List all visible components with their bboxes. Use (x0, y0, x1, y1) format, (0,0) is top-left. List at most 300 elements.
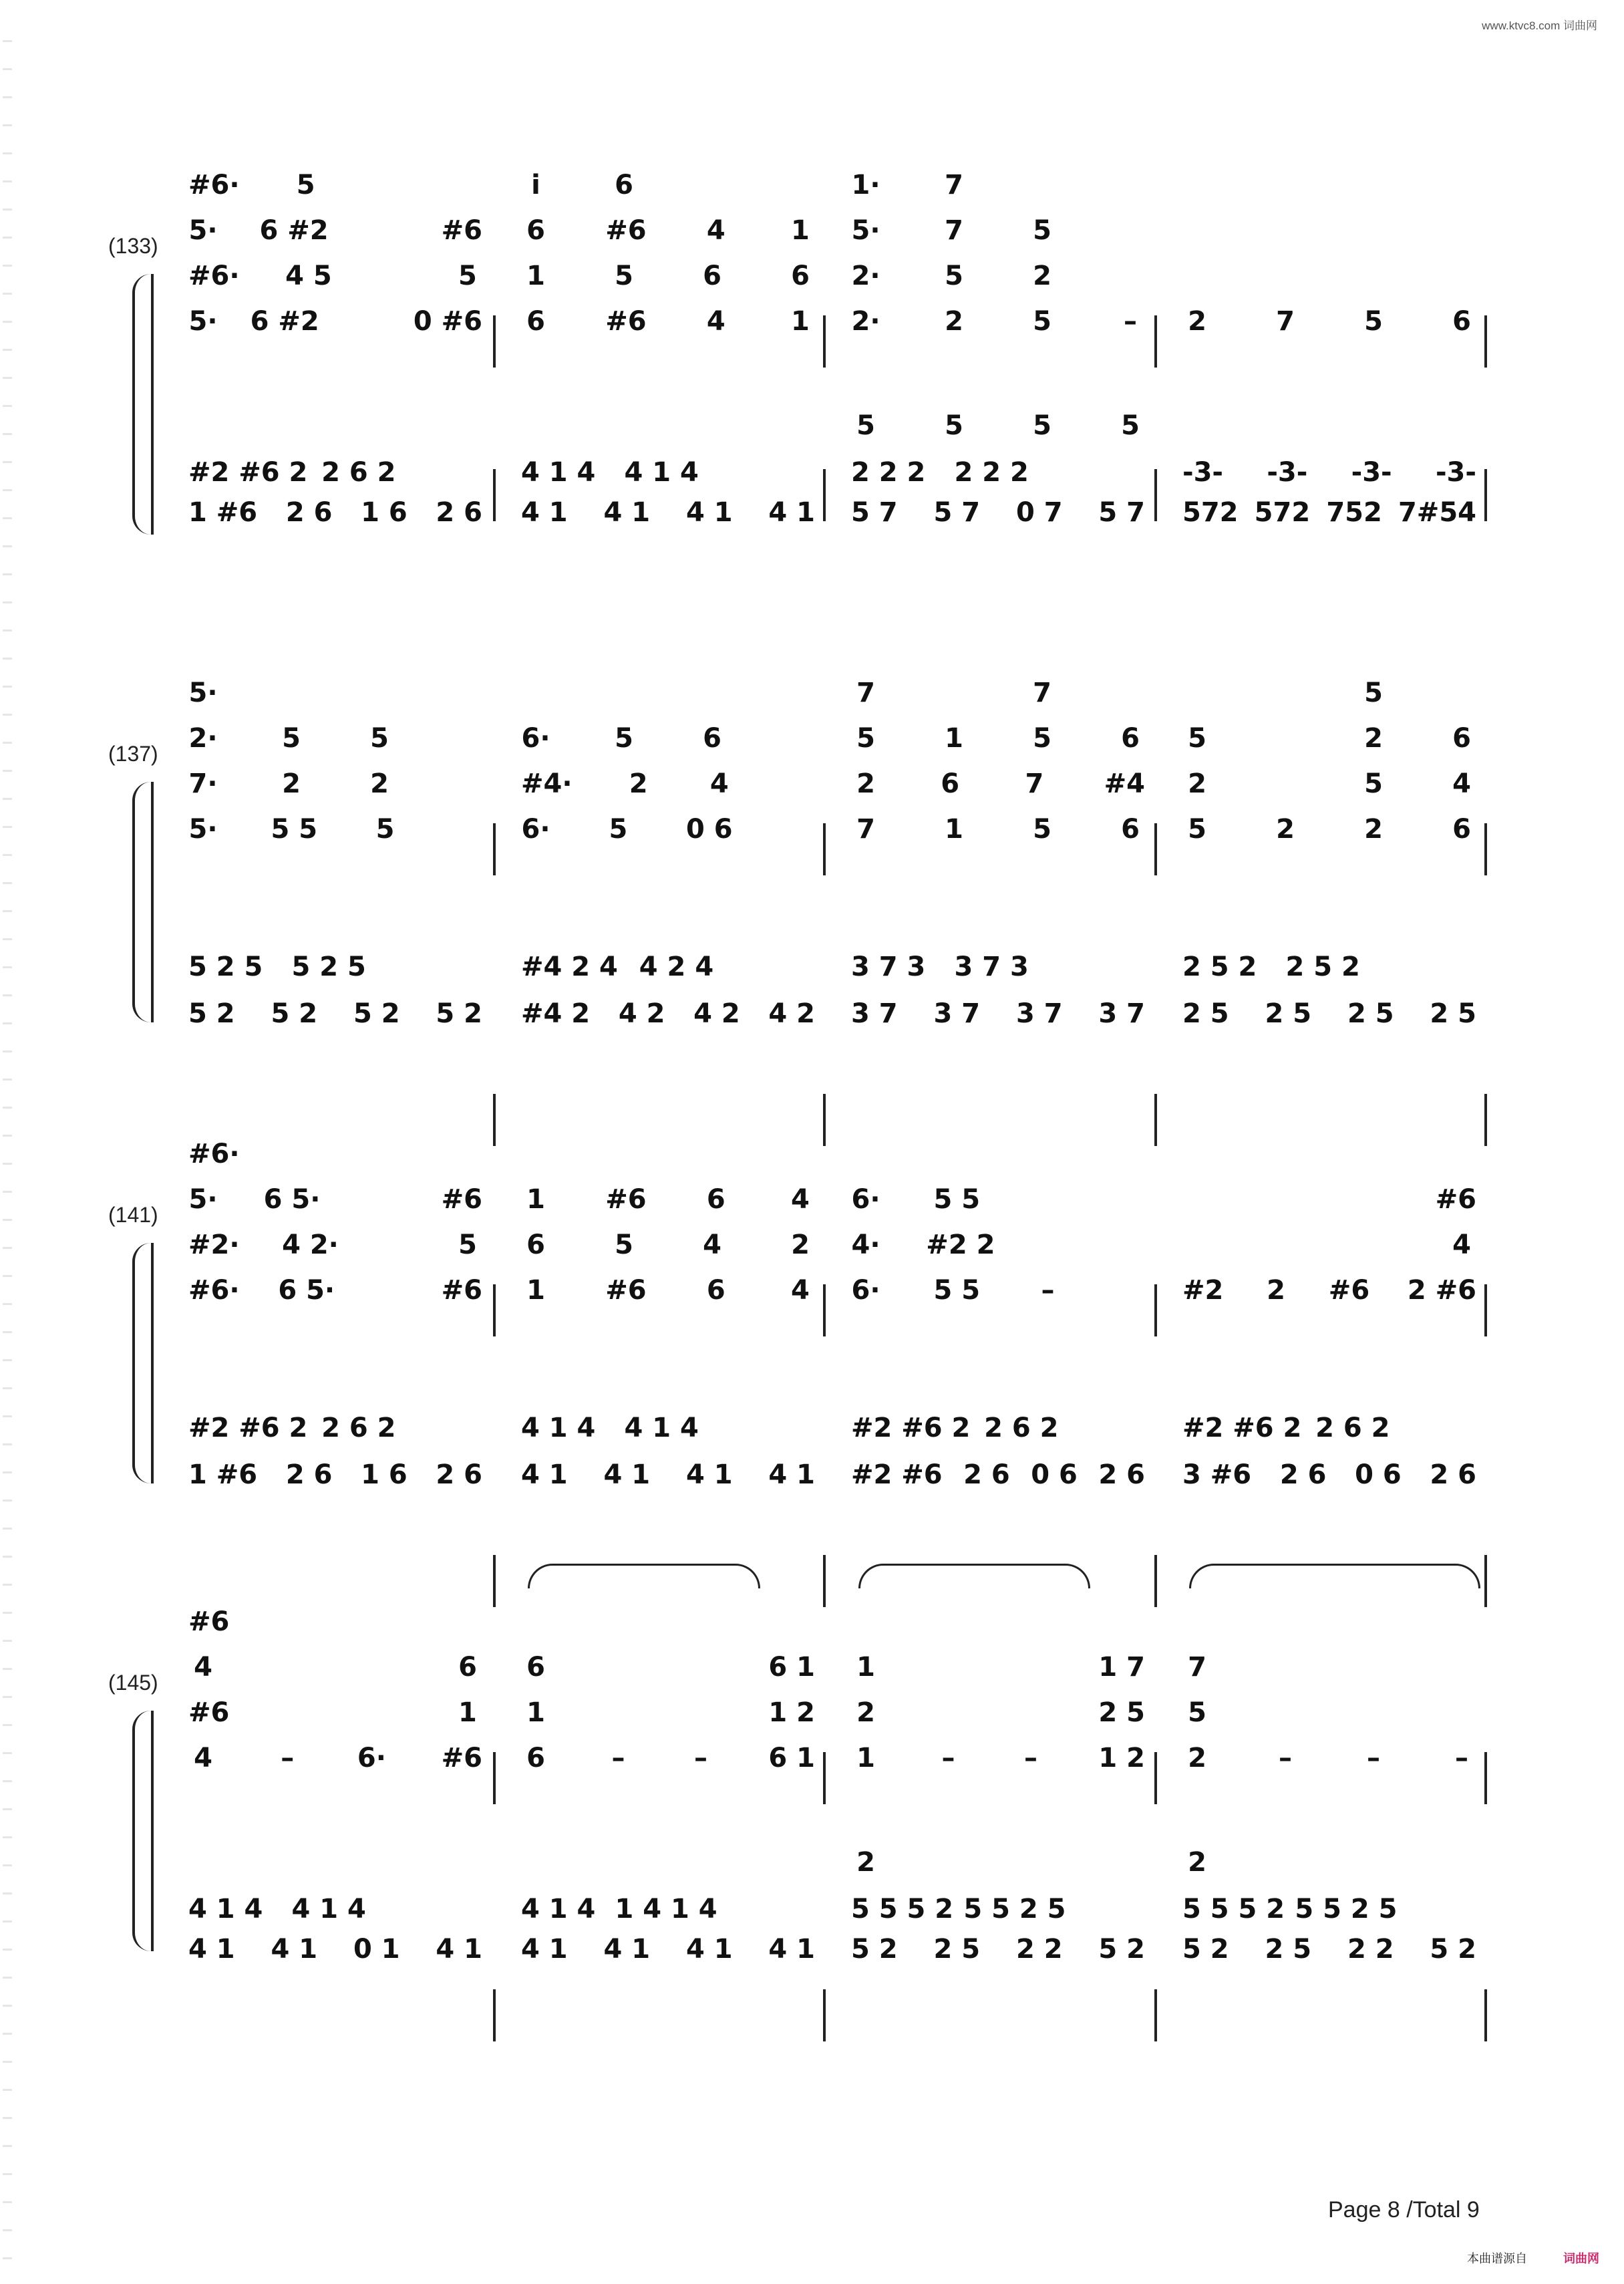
left-hand-row (188, 454, 482, 490)
bar-line (493, 823, 496, 875)
margin-watermark (3, 658, 12, 660)
note: 2 6 2 (321, 457, 396, 488)
left-hand-row (851, 408, 1145, 444)
left-hand-row (851, 1410, 1145, 1446)
note: 5 2 (1430, 1934, 1476, 1965)
left-hand-row (851, 1844, 1145, 1880)
left-hand-row (851, 454, 1145, 490)
note: 5 2 (436, 998, 482, 1029)
note: 7 (856, 678, 875, 708)
note: 1 (526, 1275, 545, 1306)
note: 4 1 4 (521, 1894, 596, 1924)
right-hand-row (1182, 675, 1476, 711)
note: 4 (706, 215, 725, 246)
note: -3- (1182, 457, 1224, 488)
right-hand-row (521, 811, 815, 847)
note: #4 2 (521, 998, 591, 1029)
note: 2 6 (285, 497, 333, 528)
note: 6 (941, 768, 960, 799)
note: 5 (1033, 410, 1051, 441)
note: 2 6 (285, 1459, 333, 1490)
note: 6 #2 (259, 215, 329, 246)
bar-line (823, 1752, 826, 1804)
note: #6 (441, 1184, 482, 1215)
right-hand-row (851, 1695, 1145, 1731)
right-hand-row (1182, 1136, 1476, 1172)
note: 4 (709, 768, 729, 799)
bar-line (823, 315, 826, 368)
note: 6· (851, 1184, 880, 1215)
left-hand-row (188, 996, 482, 1032)
note: 1 (945, 723, 963, 754)
note: 5 5 (933, 1275, 981, 1306)
bar-line (493, 1752, 496, 1804)
note: 4 2 4 (639, 952, 714, 982)
bar-line (1154, 469, 1157, 521)
left-hand-row (188, 1891, 482, 1927)
margin-watermark (3, 2201, 12, 2203)
right-hand-row (188, 720, 482, 756)
note: 5 5 (271, 814, 318, 845)
note: 5· (188, 678, 218, 708)
note: 5 (1364, 678, 1383, 708)
right-hand-row (851, 1136, 1145, 1172)
right-hand-row (521, 1695, 815, 1731)
note: 2 5 2 (1182, 952, 1257, 982)
note: 2 (945, 306, 963, 337)
right-hand-row (521, 675, 815, 711)
left-hand-row (1182, 1457, 1476, 1493)
left-hand-row (1182, 1410, 1476, 1446)
margin-watermark (3, 2145, 12, 2147)
note: 1 6 (361, 1459, 408, 1490)
left-hand-row (521, 1891, 815, 1927)
note: 572 (1254, 497, 1311, 528)
note: 2 5 2 (1285, 952, 1360, 982)
note: #6 (1328, 1275, 1370, 1306)
note: 4 1 (685, 497, 733, 528)
note: #6 (605, 1275, 647, 1306)
note: 5 (1188, 723, 1206, 754)
tie-slur (858, 1564, 1090, 1588)
note: #4 (1104, 768, 1145, 799)
left-hand-row (851, 1931, 1145, 1967)
bar-line (1154, 1752, 1157, 1804)
note: 1 (791, 215, 810, 246)
margin-watermark (3, 2117, 12, 2119)
note: 4 1 (768, 497, 815, 528)
note: 0 1 (353, 1934, 400, 1965)
note: 2 6 (963, 1459, 1010, 1490)
note: 2 (1033, 261, 1051, 291)
note: #2 2 (926, 1230, 995, 1260)
margin-watermark (3, 2229, 12, 2231)
left-hand-row (188, 1410, 482, 1446)
right-hand-row (188, 303, 482, 339)
note: – (1367, 1743, 1380, 1773)
right-hand-row (1182, 1695, 1476, 1731)
right-hand-row (1182, 212, 1476, 249)
right-hand-row (188, 1136, 482, 1172)
note: 5 (1364, 768, 1383, 799)
left-hand-row (851, 949, 1145, 985)
note: 5 (296, 170, 315, 200)
note: 4 1 (521, 497, 568, 528)
right-hand-row (521, 167, 815, 203)
right-hand-row (188, 1649, 482, 1685)
note: 4 1 (521, 1934, 568, 1965)
note: 2 5 (1182, 998, 1229, 1029)
right-hand-row (188, 675, 482, 711)
tie-slur (528, 1564, 760, 1588)
right-hand-row (1182, 766, 1476, 802)
note: #6 (441, 1275, 482, 1306)
note: 5 2 (851, 1934, 898, 1965)
left-hand-row (521, 1844, 815, 1880)
note: 3 7 (851, 998, 898, 1029)
footer-brand: 本曲谱源自 (1467, 2252, 1527, 2265)
left-hand-row (1182, 949, 1476, 985)
right-hand-row (851, 212, 1145, 249)
right-hand-row (521, 1181, 815, 1218)
note: 5 2 (1182, 1934, 1229, 1965)
note: 2· (188, 723, 218, 754)
note: 4 2· (282, 1230, 339, 1260)
note: 6 (703, 261, 721, 291)
note: 1 (526, 261, 545, 291)
right-hand-row (521, 1136, 815, 1172)
right-hand-row (521, 1649, 815, 1685)
bar-line (1484, 1284, 1487, 1336)
note: 2 5 (933, 1934, 981, 1965)
right-hand-row (851, 167, 1145, 203)
note: 2 6 (1430, 1459, 1476, 1490)
note: 4 (791, 1184, 810, 1215)
right-hand-row (1182, 720, 1476, 756)
note: 6· (521, 723, 550, 754)
note: 6 #2 (250, 306, 319, 337)
measure-number: (141) (108, 1203, 158, 1227)
note: 2 (370, 768, 389, 799)
note: 1 #6 (188, 497, 258, 528)
note: 2 (282, 768, 301, 799)
note: 2 2 (1347, 1934, 1394, 1965)
note: 1 7 (1098, 1652, 1145, 1683)
note: 5 2 (271, 998, 318, 1029)
score-system (0, 1590, 1624, 2085)
bar-line (493, 315, 496, 368)
note: #6· (188, 261, 240, 291)
note: 6 (703, 723, 721, 754)
margin-watermark (3, 40, 12, 42)
left-hand-row (521, 454, 815, 490)
note: 6 (458, 1652, 477, 1683)
right-hand-row (851, 1181, 1145, 1218)
note: 5 (1188, 814, 1206, 845)
note: 2 (629, 768, 648, 799)
note: 4 1 (436, 1934, 482, 1965)
note: – (281, 1743, 295, 1773)
note: 7 (945, 215, 963, 246)
note: 5· (188, 306, 218, 337)
note: 572 (1182, 497, 1239, 528)
note: 2 5 (1265, 998, 1312, 1029)
note: 5 7 (933, 497, 981, 528)
note: 3 7 3 (851, 952, 926, 982)
note: #6 (188, 1697, 230, 1728)
right-hand-row (851, 1272, 1145, 1308)
right-hand-row (188, 1227, 482, 1263)
note: 4 (706, 306, 725, 337)
note: 6 5· (278, 1275, 335, 1306)
note: 5 (282, 723, 301, 754)
note: 2· (851, 306, 880, 337)
left-hand-row (851, 1891, 1145, 1927)
note: 2 #6 (1407, 1275, 1476, 1306)
right-hand-row (188, 1695, 482, 1731)
note: i (531, 170, 540, 200)
note: 1 4 1 4 (615, 1894, 717, 1924)
note: #2 (1182, 1275, 1224, 1306)
system-line (151, 1243, 154, 1483)
note: 1· (851, 170, 880, 200)
site-url: www.ktvc8.com 词曲网 (1482, 19, 1597, 32)
left-hand-row (521, 408, 815, 444)
note: 5 5 (933, 1184, 981, 1215)
note: 2 (1276, 814, 1295, 845)
footer-logo: 词曲网 (1563, 2252, 1599, 2265)
right-hand-row (1182, 1181, 1476, 1218)
left-hand-row (1182, 1931, 1476, 1967)
note: #6· (188, 1275, 240, 1306)
right-hand-row (521, 303, 815, 339)
note: 6 (1121, 814, 1140, 845)
note: 2 6 (436, 1459, 482, 1490)
note: 5 (1033, 215, 1051, 246)
note: – (693, 1743, 707, 1773)
right-hand-row (521, 1740, 815, 1776)
note: 6 (526, 215, 545, 246)
left-hand-row (188, 1931, 482, 1967)
note: 0 6 (685, 814, 733, 845)
note: 4 1 4 (291, 1894, 366, 1924)
note: #6 (441, 215, 482, 246)
right-hand-row (851, 1227, 1145, 1263)
note: 6 (1452, 723, 1471, 754)
left-hand-row (521, 996, 815, 1032)
right-hand-row (1182, 167, 1476, 203)
note: 5 (1033, 306, 1051, 337)
left-hand-row (521, 949, 815, 985)
right-hand-row (188, 167, 482, 203)
note: 1 6 (361, 497, 408, 528)
right-hand-row (521, 720, 815, 756)
note: 5 5 5 2 (851, 1894, 954, 1924)
note: -3- (1435, 457, 1476, 488)
left-hand-row (1182, 454, 1476, 490)
margin-watermark (3, 124, 12, 126)
measure-number: (137) (108, 742, 158, 766)
note: 3 7 (1098, 998, 1145, 1029)
note: 2 2 2 (954, 457, 1029, 488)
note: 6 (615, 170, 633, 200)
note: 3 #6 (1182, 1459, 1252, 1490)
note: 5 (856, 410, 875, 441)
bar-line (823, 823, 826, 875)
note: 4 (791, 1275, 810, 1306)
note: 2 (1188, 1743, 1206, 1773)
right-hand-row (851, 720, 1145, 756)
note: 5· (188, 215, 218, 246)
right-hand-row (188, 811, 482, 847)
note: 2 (856, 1697, 875, 1728)
note: 5 5 5 2 (1182, 1894, 1285, 1924)
note: – (1041, 1275, 1055, 1306)
note: 6 (526, 1743, 545, 1773)
left-hand-row (521, 1410, 815, 1446)
bar-line (823, 1284, 826, 1336)
note: 4 1 (603, 1934, 651, 1965)
note: 2 6 2 (984, 1413, 1059, 1443)
note: 1 (526, 1697, 545, 1728)
note: 7· (188, 768, 218, 799)
note: 5 (1121, 410, 1140, 441)
measure-number: (145) (108, 1671, 158, 1695)
left-hand-row (188, 494, 482, 531)
note: 5· (188, 814, 218, 845)
note: 4 (194, 1743, 212, 1773)
score-system (0, 662, 1624, 1156)
right-hand-row (851, 811, 1145, 847)
note: 2 2 (1015, 1934, 1063, 1965)
note: 5 2 (353, 998, 400, 1029)
left-hand-row (851, 1457, 1145, 1493)
note: 6 (526, 306, 545, 337)
bar-line (823, 469, 826, 521)
note: 4 2 (693, 998, 740, 1029)
note: 2· (851, 261, 880, 291)
note: 5 (615, 1230, 633, 1260)
note: 5· (188, 1184, 218, 1215)
note: 5 (458, 1230, 477, 1260)
note: 4 2 (768, 998, 815, 1029)
note: – (941, 1743, 955, 1773)
margin-watermark (3, 96, 12, 98)
note: 5 (609, 814, 628, 845)
note: 2 6 (1098, 1459, 1145, 1490)
note: 5 (370, 723, 389, 754)
page-number: Page 8 /Total 9 (1328, 2197, 1480, 2223)
bar-line (493, 1284, 496, 1336)
note: -3- (1267, 457, 1308, 488)
note: 4 1 (768, 1459, 815, 1490)
right-hand-row (521, 258, 815, 294)
note: #6 (605, 215, 647, 246)
note: 6 5· (263, 1184, 321, 1215)
note: 6· (851, 1275, 880, 1306)
bar-line (1484, 1752, 1487, 1804)
note: #2 #6 (851, 1459, 943, 1490)
note: 6 (1452, 814, 1471, 845)
note: 2 (1188, 306, 1206, 337)
left-hand-row (1182, 494, 1476, 531)
note: 2 6 (1279, 1459, 1327, 1490)
note: 4 1 (685, 1934, 733, 1965)
right-hand-row (188, 212, 482, 249)
note: 2 (1188, 768, 1206, 799)
note: 2 6 2 (1315, 1413, 1390, 1443)
bar-line (1484, 823, 1487, 875)
margin-watermark (3, 2173, 12, 2175)
note: – (1279, 1743, 1292, 1773)
note: 6 (526, 1230, 545, 1260)
bar-line (493, 1989, 496, 2041)
left-hand-row (851, 996, 1145, 1032)
left-hand-row (188, 1457, 482, 1493)
bar-line (1484, 1989, 1487, 2041)
note: 5 (1188, 1697, 1206, 1728)
note: 2 (1267, 1275, 1285, 1306)
right-hand-row (851, 766, 1145, 802)
right-hand-row (188, 766, 482, 802)
note: 2 (856, 1847, 875, 1878)
note: 4 1 (768, 1934, 815, 1965)
note: 1 #6 (188, 1459, 258, 1490)
note: 4· (851, 1230, 880, 1260)
tie-slur (1189, 1564, 1480, 1588)
note: 6· (357, 1743, 386, 1773)
note: 7#54 (1398, 497, 1476, 528)
bar-line (493, 469, 496, 521)
note: #4· (521, 768, 573, 799)
note: #2 #6 2 (188, 457, 308, 488)
note: 4 1 4 (624, 1413, 699, 1443)
note: 5 (1033, 723, 1051, 754)
right-hand-row (521, 1604, 815, 1640)
right-hand-row (851, 1649, 1145, 1685)
note: 0 6 (1355, 1459, 1402, 1490)
note: 6 (791, 261, 810, 291)
note: 752 (1326, 497, 1382, 528)
right-hand-row (521, 1227, 815, 1263)
note: 6· (521, 814, 550, 845)
note: 2 6 2 (321, 1413, 396, 1443)
note: 4 1 (603, 1459, 651, 1490)
note: 7 (945, 170, 963, 200)
right-hand-row (851, 675, 1145, 711)
right-hand-row (188, 1272, 482, 1308)
system-line (151, 274, 154, 535)
note: 0 7 (1015, 497, 1063, 528)
right-hand-row (1182, 1649, 1476, 1685)
note: 0 6 (1031, 1459, 1078, 1490)
note: 5· (851, 215, 880, 246)
right-hand-row (851, 1604, 1145, 1640)
note: 5 (458, 261, 477, 291)
note: 6 1 (768, 1652, 815, 1683)
note: #4 2 4 (521, 952, 618, 982)
note: -3- (1351, 457, 1392, 488)
bar-line (1484, 469, 1487, 521)
right-hand-row (1182, 1604, 1476, 1640)
margin-watermark (3, 2089, 12, 2091)
note: 1 (856, 1743, 875, 1773)
note: 7 (1276, 306, 1295, 337)
right-hand-row (188, 258, 482, 294)
measure-number: (133) (108, 234, 158, 258)
note: 5 7 (851, 497, 898, 528)
note: 6 (706, 1184, 725, 1215)
